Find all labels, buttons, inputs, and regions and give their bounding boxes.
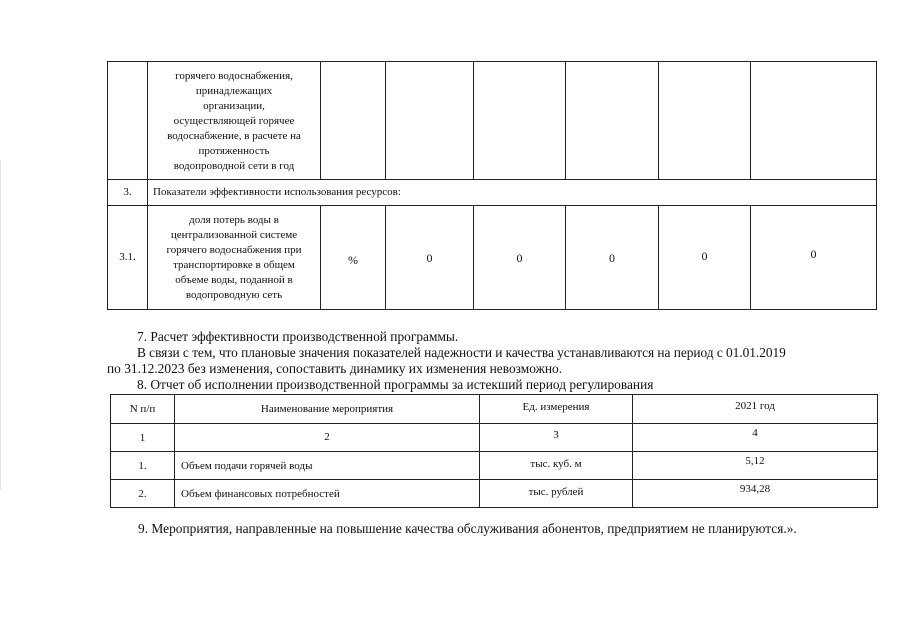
section9-text: 9. Мероприятия, направленные на повышение качества обслуживания абонентов, предприятием не планируются.». bbox=[138, 521, 797, 536]
value-cell: 0 bbox=[609, 250, 615, 265]
row-number: 3.1. bbox=[119, 251, 136, 263]
table2-border-right bbox=[877, 394, 878, 508]
table1-border-top bbox=[107, 61, 876, 62]
table1-col-divider bbox=[385, 61, 386, 179]
text-line: водопроводную сеть bbox=[185, 289, 283, 301]
text-line: водоснабжение, в расчете на bbox=[167, 129, 301, 142]
header-unit: Ед. измерения bbox=[522, 401, 590, 413]
year-value: 934,28 bbox=[739, 483, 771, 495]
value-cell: 0 bbox=[426, 250, 433, 265]
table1-col-divider bbox=[473, 61, 474, 179]
unit-value: тыс. куб. м bbox=[530, 458, 582, 470]
table1-row-divider bbox=[107, 205, 876, 206]
table1-col-divider bbox=[565, 61, 566, 179]
header-year: 2021 год bbox=[735, 400, 775, 412]
section7-paragraph-line2: по 31.12.2023 без изменения, сопоставить динамику их изменения невозможно. bbox=[107, 361, 563, 376]
value-cell: 0 bbox=[701, 248, 708, 263]
scan-edge bbox=[0, 160, 1, 490]
text-line: объеме воды, поданной в bbox=[175, 274, 293, 286]
table1-border-right bbox=[876, 61, 877, 310]
section7-heading: 7. Расчет эффективности производственной программы. bbox=[137, 329, 459, 344]
text-line: водопроводной сети в год bbox=[173, 159, 295, 172]
table1-col-divider bbox=[658, 61, 659, 179]
row-number: 1. bbox=[138, 460, 147, 472]
text-line: доля потерь воды в bbox=[189, 214, 279, 226]
column-index: 4 bbox=[752, 427, 758, 439]
row-number: 2. bbox=[138, 488, 147, 500]
text-line: протяженность bbox=[198, 144, 270, 157]
table1-col-divider bbox=[320, 61, 321, 179]
text-line: централизованной системе bbox=[170, 229, 298, 241]
table1-col-divider bbox=[750, 61, 751, 179]
value-cell: 0 bbox=[810, 246, 817, 261]
section8-heading: 8. Отчет об исполнении производственной программы за истекший период регулирования bbox=[137, 377, 654, 392]
column-index: 3 bbox=[553, 429, 559, 441]
section-heading-cell: Показатели эффективности использования ресурсов: bbox=[153, 186, 401, 198]
text-line: принадлежащих bbox=[195, 84, 273, 97]
activity-name: Объем финансовых потребностей bbox=[181, 488, 340, 500]
header-number: N п/п bbox=[129, 403, 156, 415]
row-number: 3. bbox=[123, 186, 132, 198]
column-index: 1 bbox=[139, 432, 146, 444]
text-line: горячего водоснабжения, bbox=[175, 69, 293, 82]
column-index: 2 bbox=[324, 431, 330, 443]
text-line: осуществляющей горячее bbox=[173, 114, 295, 127]
unit-value: тыс. рублей bbox=[528, 486, 584, 498]
table1-border-bottom bbox=[107, 309, 877, 310]
indicator-description-continued bbox=[148, 66, 320, 176]
year-value: 5,12 bbox=[745, 455, 765, 467]
header-activity-name: Наименование мероприятия bbox=[260, 403, 394, 415]
value-cell: 0 bbox=[516, 250, 523, 265]
indicator-description bbox=[148, 212, 320, 304]
activity-name: Объем подачи горячей воды bbox=[181, 460, 313, 472]
unit-cell: % bbox=[348, 252, 358, 267]
text-line: транспортировке в общем bbox=[173, 259, 295, 271]
section7-paragraph-line1: В связи с тем, что плановые значения показателей надежности и качества устанавливаются на период с 01.01.2019 bbox=[137, 345, 786, 360]
text-line: организации, bbox=[203, 99, 265, 112]
text-line: горячего водоснабжения при bbox=[166, 244, 302, 256]
